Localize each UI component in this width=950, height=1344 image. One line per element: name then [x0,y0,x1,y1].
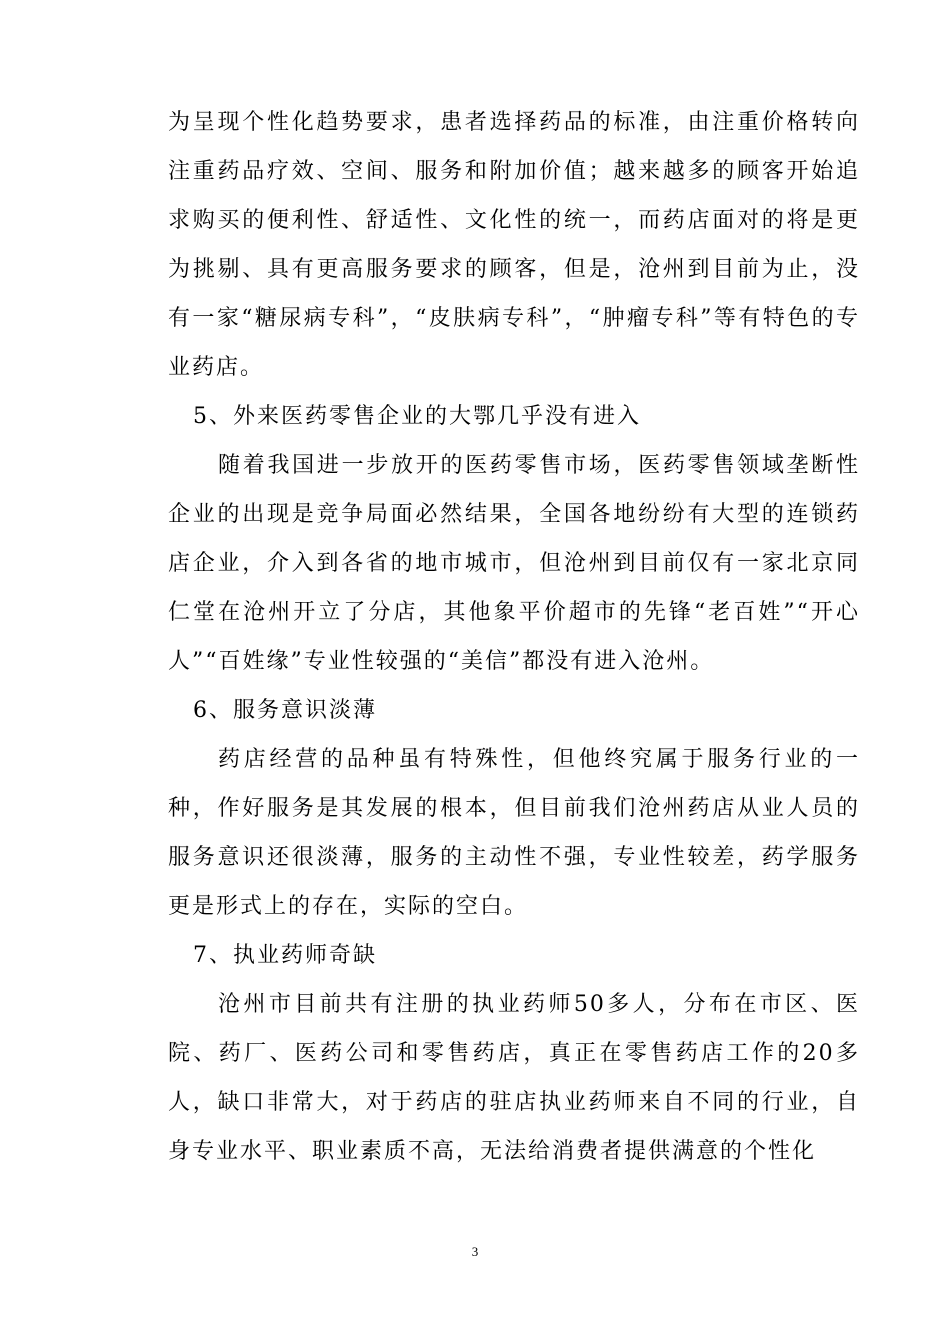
paragraph-5: 随着我国进一步放开的医药零售市场，医药零售领域垄断性企业的出现是竞争局面必然结果，全国各地纷纷有大型的连锁药店企业，介入到各省的地市城市，但沧州到目前仅有一家北京同仁堂在沧州开立了分店，其他象平价超市的先锋“老百姓”“开心人”“百姓缘”专业性较强的“美信”都没有进入沧州。 [168,453,860,674]
heading-6: 6、服务意识淡薄 [193,698,377,723]
page-number: 3 [471,1244,479,1259]
body-text [168,98,860,1176]
heading-7: 7、执业药师奇缺 [193,943,377,968]
paragraph-7: 沧州市目前共有注册的执业药师50多人，分布在市区、医院、药厂、医药公司和零售药店，真正在零售药店工作的20多人，缺口非常大，对于药店的驻店执业药师来自不同的行业，自身专业水平、职业素质不高，无法给消费者提供满意的个性化 [168,992,860,1164]
heading-5: 5、外来医药零售企业的大鄂几乎没有进入 [193,404,641,429]
paragraph-1: 为呈现个性化趋势要求，患者选择药品的标准，由注重价格转向注重药品疗效、空间、服务和附加价值；越来越多的顾客开始追求购买的便利性、舒适性、文化性的统一，而药店面对的将是更为挑剔、具有更高服务要求的顾客，但是，沧州到目前为止，没有一家“糖尿病专科”，“皮肤病专科”，“肿瘤专科”等有特色的专业药店。 [168,110,860,380]
paragraph-6: 药店经营的品种虽有特殊性，但他终究属于服务行业的一种，作好服务是其发展的根本，但目前我们沧州药店从业人员的服务意识还很淡薄，服务的主动性不强，专业性较差，药学服务更是形式上的存在，实际的空白。 [168,747,860,919]
